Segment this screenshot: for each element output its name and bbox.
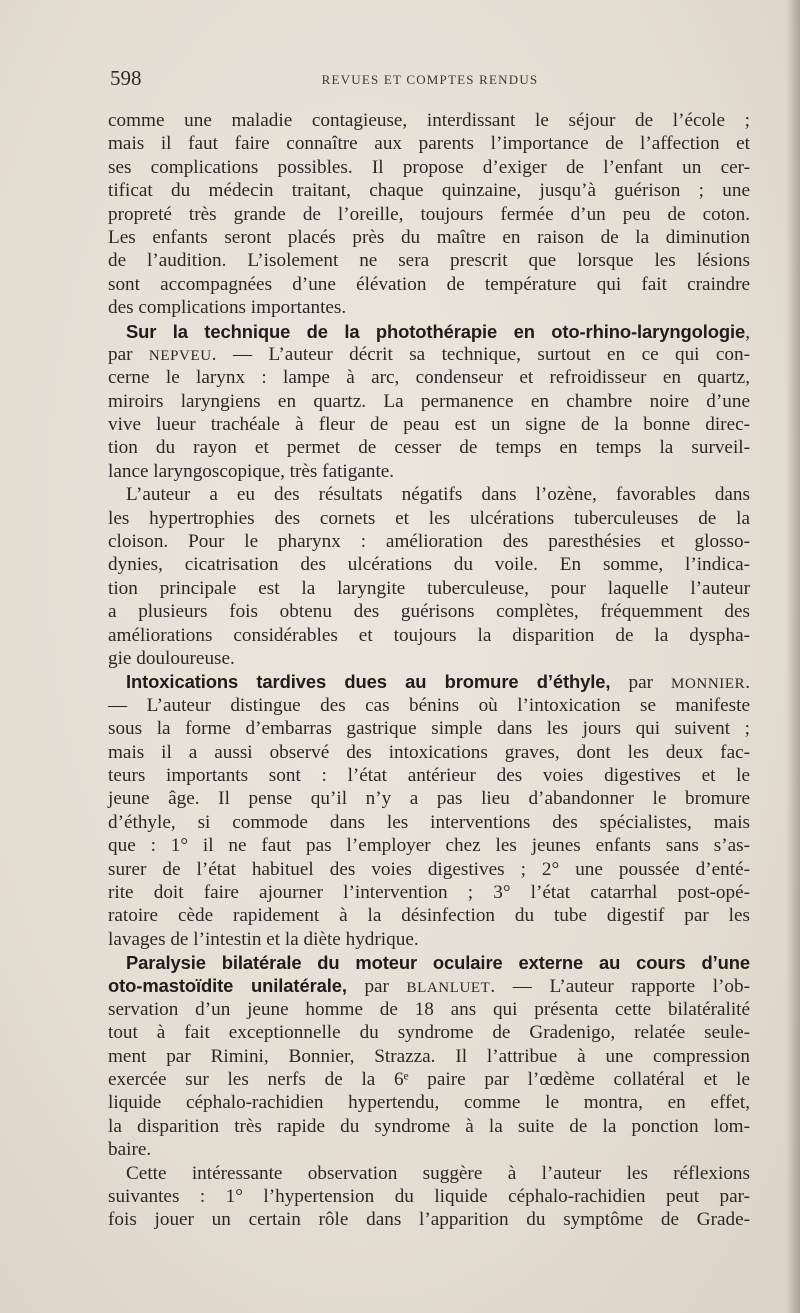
text-fragment: par (108, 343, 149, 365)
text-line: miroirs laryngiens en quartz. La permanence en chambre noire d’une (108, 390, 750, 412)
text-fragment: . (745, 672, 751, 694)
text-fragment: . — L’auteur rapporte l’ob- (490, 976, 750, 998)
section-heading: Intoxications tardives dues au bromure d’éthyle, (126, 671, 611, 693)
text-line: de l’audition. L’isolement ne sera prescrit que lorsque les lésions (108, 250, 750, 272)
text-line: Cette intéressante observation suggère à l’auteur les réflexions (126, 1162, 750, 1184)
text-line: L’auteur a eu des résultats négatifs dans l’ozène, favorables dans (126, 484, 750, 506)
text-line: mais il faut faire connaître aux parents l’importance de l’affection et (108, 133, 750, 155)
text-line (108, 951, 750, 974)
text-line: la disparition très rapide du syndrome à la suite de la ponction lom- (108, 1115, 750, 1137)
text-line: lance laryngoscopique, très fatigante. (108, 460, 395, 482)
text-line: tion principale est la laryngite tuberculeuse, pour laquelle l’auteur (108, 577, 750, 599)
text-line: lavages de l’intestin et la diète hydrique. (108, 928, 419, 950)
section-heading: Sur la technique de la photothérapie en oto-rhino-laryngologie (126, 320, 746, 342)
text-line: surer de l’état habituel des voies digestives ; 2° une poussée d’enté- (108, 858, 750, 880)
text-line: cerne le larynx : lampe à arc, condenseur et refroidisseur en quartz, (108, 367, 750, 389)
text-fragment: par (346, 976, 407, 998)
text-line: dynies, cicatrisation des ulcérations du voile. En somme, l’indica- (108, 554, 750, 576)
text-fragment: par (610, 672, 672, 694)
author-name: MONNIER (671, 676, 746, 693)
section-heading: Paralysie bilatérale du moteur oculaire externe au cours d’une (126, 952, 750, 974)
text-line: exercée sur les nerfs de la 6ᵉ paire par l’œdème collatéral et le (108, 1069, 750, 1091)
text-line: tout à fait exceptionnelle du syndrome de Gradenigo, relatée seule- (108, 1022, 750, 1044)
author-name: BLANLUET (406, 980, 491, 997)
text-line: servation d’un jeune homme de 18 ans qui présenta cette bilatéralité (108, 998, 750, 1020)
section-heading: oto-mastoïdite unilatérale, (108, 975, 347, 997)
text-line: teurs importants sont : l’état antérieur des voies digestives et le (108, 764, 750, 786)
text-line: ment par Rimini, Bonnier, Strazza. Il l’attribue à une compression (108, 1045, 750, 1067)
text-line: d’éthyle, si commode dans les interventions des spécialistes, mais (108, 811, 750, 833)
text-line (108, 670, 750, 693)
text-fragment: . — L’auteur décrit sa technique, surtout en ce qui con- (211, 343, 751, 365)
text-line: suivantes : 1° l’hypertension du liquide céphalo-rachidien peut par- (108, 1185, 750, 1207)
page-edge-shadow (786, 0, 800, 1313)
text-line: que : 1° il ne faut pas l’employer chez les jeunes enfants sans s’as- (108, 835, 750, 857)
text-line: fois jouer un certain rôle dans l’apparition du symptôme de Grade- (108, 1209, 750, 1231)
text-line: Les enfants seront placés près du maître en raison de la diminution (108, 226, 750, 248)
text-line: cloison. Pour le pharynx : amélioration des paresthésies et glosso- (108, 531, 750, 553)
text-line: sous la forme d’embarras gastrique simple dans les jours qui suivent ; (108, 718, 750, 740)
text-line: ses complications possibles. Il propose d’exiger de l’enfant un cer- (108, 156, 750, 178)
text-line: sont accompagnées d’une élévation de température qui fait craindre (108, 273, 750, 295)
text-line: améliorations considérables et toujours la disparition de la dyspha- (108, 624, 750, 646)
heading-punctuation: , (745, 321, 750, 343)
text-line: tion du rayon et permet de cesser de temps en temps la surveil- (108, 437, 750, 459)
text-line: vive lueur trachéale à fleur de peau est un signe de la bonne direc- (108, 414, 750, 436)
text-line: jeune âge. Il pense qu’il n’y a pas lieu d’abandonner le bromure (108, 788, 750, 810)
text-line: des complications importantes. (108, 297, 347, 319)
article-body (108, 109, 750, 1232)
text-line: propreté très grande de l’oreille, toujours fermée d’un peu de coton. (108, 203, 750, 225)
author-name: NEPVEU (148, 347, 212, 364)
text-line (108, 974, 750, 997)
page-header (110, 62, 750, 94)
text-line: — L’auteur distingue des cas bénins où l’intoxication se manifeste (108, 694, 750, 716)
text-line: baire. (108, 1139, 152, 1161)
running-head: REVUES ET COMPTES RENDUS (321, 72, 539, 87)
text-line (108, 320, 750, 343)
text-line: comme une maladie contagieuse, interdissant le séjour de l’école ; (108, 110, 750, 131)
text-line: rite doit faire ajourner l’intervention ; 3° l’état catarrhal post-opé- (108, 881, 750, 903)
page-number: 598 (110, 66, 142, 90)
text-line: ratoire cède rapidement à la désinfection du tube digestif par les (108, 905, 750, 927)
text-line: tificat du médecin traitant, chaque quinzaine, jusqu’à guérison ; une (108, 180, 750, 202)
text-line: liquide céphalo-rachidien hypertendu, comme le montra, en effet, (108, 1092, 750, 1114)
text-line (108, 343, 750, 366)
text-line: les hypertrophies des cornets et les ulcérations tuberculeuses de la (108, 507, 750, 529)
text-line: mais il a aussi observé des intoxications graves, dont les deux fac- (108, 741, 750, 763)
text-line: gie douloureuse. (108, 647, 235, 669)
text-line: a plusieurs fois obtenu des guérisons complètes, fréquemment des (108, 601, 750, 623)
